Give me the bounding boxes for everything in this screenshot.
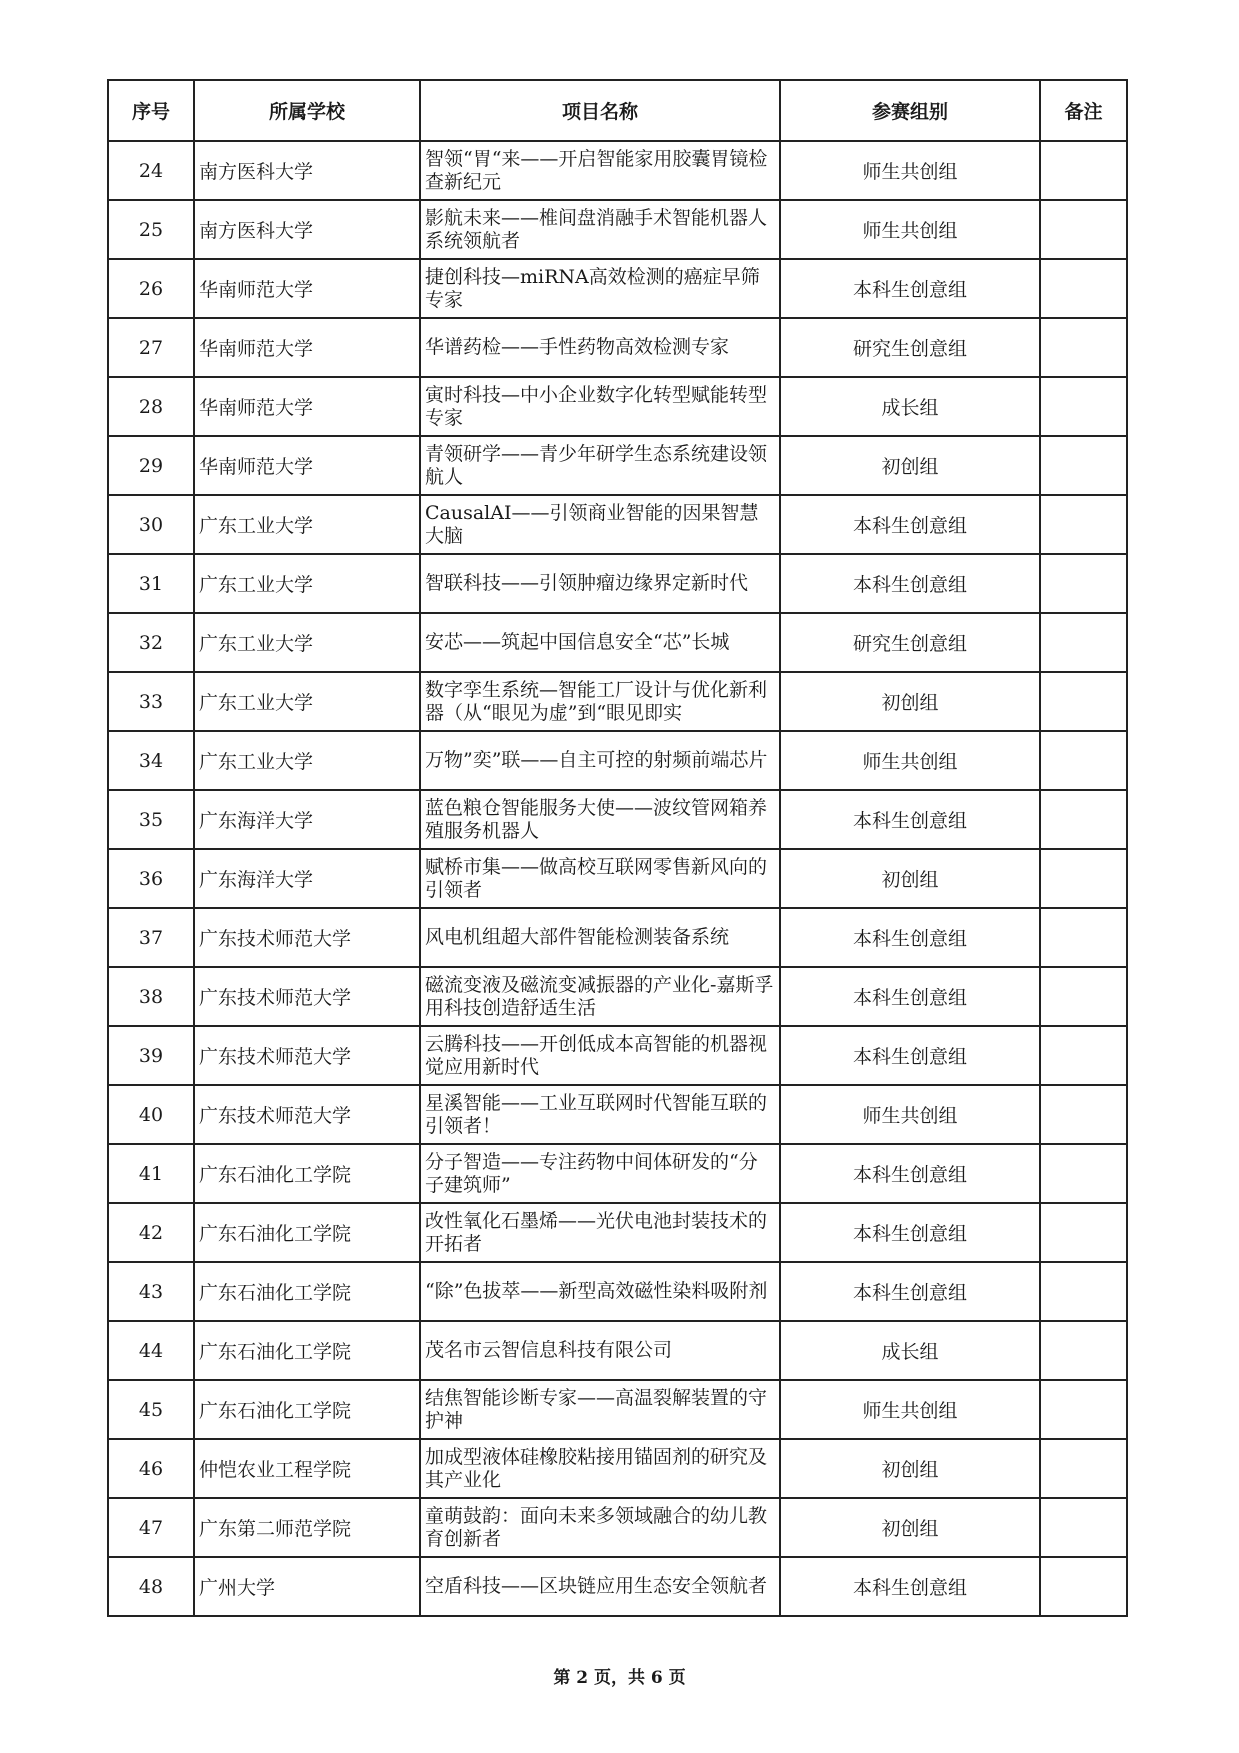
cell-project bbox=[420, 613, 780, 672]
cell-serial: 31 bbox=[108, 554, 194, 613]
cell-school: 广东工业大学 bbox=[194, 731, 420, 790]
cell-group: 本科生创意组 bbox=[780, 1557, 1040, 1616]
cell-serial: 37 bbox=[108, 908, 194, 967]
cell-group: 师生共创组 bbox=[780, 1085, 1040, 1144]
cell-project bbox=[420, 436, 780, 495]
cell-project bbox=[420, 554, 780, 613]
cell-project bbox=[420, 200, 780, 259]
project-name-text: 智联科技——引领肿瘤边缘界定新时代 bbox=[425, 572, 749, 594]
cell-school: 广东技术师范大学 bbox=[194, 908, 420, 967]
table-row bbox=[108, 1498, 1127, 1557]
table-row bbox=[108, 1203, 1127, 1262]
table-row bbox=[108, 1085, 1127, 1144]
cell-school: 华南师范大学 bbox=[194, 436, 420, 495]
cell-school: 广州大学 bbox=[194, 1557, 420, 1616]
header-group: 参赛组别 bbox=[780, 80, 1040, 141]
cell-group: 研究生创意组 bbox=[780, 613, 1040, 672]
project-name-text: 改性氧化石墨烯——光伏电池封装技术的开拓者 bbox=[425, 1209, 768, 1255]
cell-serial: 41 bbox=[108, 1144, 194, 1203]
cell-project bbox=[420, 1262, 780, 1321]
project-name-text: 安芯——筑起中国信息安全“芯”长城 bbox=[425, 631, 730, 653]
header-serial: 序号 bbox=[108, 80, 194, 141]
project-name-text: CausalAI——引领商业智能的因果智慧大脑 bbox=[425, 501, 759, 547]
cell-project bbox=[420, 1144, 780, 1203]
cell-note bbox=[1040, 259, 1127, 318]
cell-serial: 24 bbox=[108, 141, 194, 200]
table-row bbox=[108, 967, 1127, 1026]
project-name-text: 童萌鼓韵：面向未来多领域融合的幼儿教育创新者 bbox=[425, 1504, 768, 1550]
table-row bbox=[108, 141, 1127, 200]
table-row bbox=[108, 1026, 1127, 1085]
cell-serial: 42 bbox=[108, 1203, 194, 1262]
cell-group: 本科生创意组 bbox=[780, 790, 1040, 849]
cell-serial: 40 bbox=[108, 1085, 194, 1144]
cell-group: 初创组 bbox=[780, 1498, 1040, 1557]
cell-school: 仲恺农业工程学院 bbox=[194, 1439, 420, 1498]
cell-note bbox=[1040, 1498, 1127, 1557]
cell-project bbox=[420, 1085, 780, 1144]
project-name-text: 蓝色粮仓智能服务大使——波纹管网箱养殖服务机器人 bbox=[425, 796, 768, 842]
project-name-text: 空盾科技——区块链应用生态安全领航者 bbox=[425, 1575, 768, 1597]
cell-school: 广东工业大学 bbox=[194, 613, 420, 672]
cell-group: 初创组 bbox=[780, 849, 1040, 908]
table-row bbox=[108, 495, 1127, 554]
cell-school: 南方医科大学 bbox=[194, 141, 420, 200]
table-body bbox=[108, 141, 1127, 1616]
table-row bbox=[108, 1439, 1127, 1498]
cell-note bbox=[1040, 1557, 1127, 1616]
cell-project bbox=[420, 259, 780, 318]
cell-group: 初创组 bbox=[780, 436, 1040, 495]
cell-school: 广东石油化工学院 bbox=[194, 1203, 420, 1262]
cell-group: 初创组 bbox=[780, 672, 1040, 731]
table-row bbox=[108, 200, 1127, 259]
project-name-text: 万物”奕”联——自主可控的射频前端芯片 bbox=[425, 749, 768, 771]
table-row bbox=[108, 1557, 1127, 1616]
project-name-text: 青领研学——青少年研学生态系统建设领航人 bbox=[425, 442, 768, 488]
project-name-text: 加成型液体硅橡胶粘接用锚固剂的研究及其产业化 bbox=[425, 1445, 768, 1491]
cell-group: 本科生创意组 bbox=[780, 259, 1040, 318]
page-footer: 第 2 页，共 6 页 bbox=[553, 1668, 686, 1688]
cell-group: 本科生创意组 bbox=[780, 495, 1040, 554]
cell-group: 初创组 bbox=[780, 1439, 1040, 1498]
cell-school: 广东海洋大学 bbox=[194, 849, 420, 908]
cell-group: 师生共创组 bbox=[780, 1380, 1040, 1439]
cell-note bbox=[1040, 1439, 1127, 1498]
cell-group: 师生共创组 bbox=[780, 200, 1040, 259]
cell-school: 华南师范大学 bbox=[194, 377, 420, 436]
project-name-text: 云腾科技——开创低成本高智能的机器视觉应用新时代 bbox=[425, 1032, 768, 1078]
cell-note bbox=[1040, 1085, 1127, 1144]
cell-project bbox=[420, 377, 780, 436]
project-name-text: “除”色拔萃——新型高效磁性染料吸附剂 bbox=[425, 1280, 768, 1302]
cell-serial: 45 bbox=[108, 1380, 194, 1439]
project-list-table bbox=[107, 79, 1128, 1617]
table-row bbox=[108, 436, 1127, 495]
cell-project bbox=[420, 1557, 780, 1616]
cell-note bbox=[1040, 436, 1127, 495]
cell-serial: 36 bbox=[108, 849, 194, 908]
project-name-text: 风电机组超大部件智能检测装备系统 bbox=[425, 926, 730, 948]
cell-project bbox=[420, 1380, 780, 1439]
cell-note bbox=[1040, 1203, 1127, 1262]
cell-serial: 34 bbox=[108, 731, 194, 790]
cell-serial: 28 bbox=[108, 377, 194, 436]
cell-school: 广东石油化工学院 bbox=[194, 1262, 420, 1321]
table-row bbox=[108, 613, 1127, 672]
cell-serial: 48 bbox=[108, 1557, 194, 1616]
table-row bbox=[108, 377, 1127, 436]
cell-project bbox=[420, 1026, 780, 1085]
cell-serial: 38 bbox=[108, 967, 194, 1026]
cell-serial: 32 bbox=[108, 613, 194, 672]
cell-project bbox=[420, 790, 780, 849]
cell-note bbox=[1040, 672, 1127, 731]
cell-group: 研究生创意组 bbox=[780, 318, 1040, 377]
cell-note bbox=[1040, 1380, 1127, 1439]
header-school: 所属学校 bbox=[194, 80, 420, 141]
cell-note bbox=[1040, 554, 1127, 613]
table-row bbox=[108, 259, 1127, 318]
cell-school: 广东石油化工学院 bbox=[194, 1144, 420, 1203]
cell-school: 广东工业大学 bbox=[194, 495, 420, 554]
cell-serial: 43 bbox=[108, 1262, 194, 1321]
cell-serial: 46 bbox=[108, 1439, 194, 1498]
cell-group: 本科生创意组 bbox=[780, 908, 1040, 967]
cell-group: 本科生创意组 bbox=[780, 1203, 1040, 1262]
cell-school: 广东工业大学 bbox=[194, 672, 420, 731]
cell-note bbox=[1040, 849, 1127, 908]
cell-project bbox=[420, 1498, 780, 1557]
cell-project bbox=[420, 1439, 780, 1498]
project-name-text: 结焦智能诊断专家——高温裂解装置的守护神 bbox=[425, 1386, 768, 1432]
cell-school: 广东第二师范学院 bbox=[194, 1498, 420, 1557]
cell-project bbox=[420, 141, 780, 200]
project-name-text: 寅时科技—中小企业数字化转型赋能转型专家 bbox=[425, 383, 768, 429]
cell-serial: 25 bbox=[108, 200, 194, 259]
cell-school: 广东技术师范大学 bbox=[194, 1026, 420, 1085]
project-name-text: 智领“胃“来——开启智能家用胶囊胃镜检查新纪元 bbox=[425, 147, 768, 193]
cell-project bbox=[420, 849, 780, 908]
table-row bbox=[108, 908, 1127, 967]
cell-group: 成长组 bbox=[780, 377, 1040, 436]
cell-school: 华南师范大学 bbox=[194, 318, 420, 377]
cell-note bbox=[1040, 1262, 1127, 1321]
project-name-text: 星溪智能——工业互联网时代智能互联的引领者！ bbox=[425, 1091, 768, 1137]
header-note: 备注 bbox=[1040, 80, 1127, 141]
cell-school: 华南师范大学 bbox=[194, 259, 420, 318]
cell-note bbox=[1040, 1321, 1127, 1380]
cell-note bbox=[1040, 200, 1127, 259]
cell-school: 广东石油化工学院 bbox=[194, 1380, 420, 1439]
cell-group: 本科生创意组 bbox=[780, 1144, 1040, 1203]
cell-note bbox=[1040, 1144, 1127, 1203]
document-table-container bbox=[107, 79, 1126, 1617]
table-row bbox=[108, 1380, 1127, 1439]
cell-group: 师生共创组 bbox=[780, 731, 1040, 790]
table-row bbox=[108, 790, 1127, 849]
project-name-text: 赋桥市集——做高校互联网零售新风向的引领者 bbox=[425, 855, 768, 901]
table-row bbox=[108, 1321, 1127, 1380]
cell-project bbox=[420, 1203, 780, 1262]
cell-note bbox=[1040, 908, 1127, 967]
project-name-text: 华谱药检——手性药物高效检测专家 bbox=[425, 336, 730, 358]
project-name-text: 影航未来——椎间盘消融手术智能机器人系统领航者 bbox=[425, 206, 768, 252]
cell-serial: 27 bbox=[108, 318, 194, 377]
cell-group: 成长组 bbox=[780, 1321, 1040, 1380]
cell-group: 本科生创意组 bbox=[780, 1262, 1040, 1321]
project-name-text: 捷创科技—miRNA高效检测的癌症早筛专家 bbox=[425, 265, 760, 311]
cell-note bbox=[1040, 141, 1127, 200]
project-name-text: 磁流变液及磁流变减振器的产业化-嘉斯孚用科技创造舒适生活 bbox=[425, 973, 774, 1019]
cell-note bbox=[1040, 377, 1127, 436]
cell-project bbox=[420, 731, 780, 790]
cell-note bbox=[1040, 731, 1127, 790]
table-row bbox=[108, 554, 1127, 613]
cell-school: 广东石油化工学院 bbox=[194, 1321, 420, 1380]
cell-group: 本科生创意组 bbox=[780, 967, 1040, 1026]
table-header-row bbox=[108, 80, 1127, 141]
table-row bbox=[108, 1262, 1127, 1321]
cell-school: 广东海洋大学 bbox=[194, 790, 420, 849]
cell-school: 南方医科大学 bbox=[194, 200, 420, 259]
cell-serial: 30 bbox=[108, 495, 194, 554]
cell-serial: 26 bbox=[108, 259, 194, 318]
cell-serial: 39 bbox=[108, 1026, 194, 1085]
project-name-text: 茂名市云智信息科技有限公司 bbox=[425, 1339, 673, 1361]
table-row bbox=[108, 318, 1127, 377]
project-name-text: 分子智造——专注药物中间体研发的“分子建筑师” bbox=[425, 1150, 758, 1196]
table-row bbox=[108, 849, 1127, 908]
header-project: 项目名称 bbox=[420, 80, 780, 141]
cell-note bbox=[1040, 967, 1127, 1026]
cell-school: 广东技术师范大学 bbox=[194, 1085, 420, 1144]
cell-note bbox=[1040, 495, 1127, 554]
cell-school: 广东工业大学 bbox=[194, 554, 420, 613]
cell-note bbox=[1040, 790, 1127, 849]
cell-group: 本科生创意组 bbox=[780, 554, 1040, 613]
cell-project bbox=[420, 495, 780, 554]
cell-note bbox=[1040, 613, 1127, 672]
cell-serial: 29 bbox=[108, 436, 194, 495]
cell-school: 广东技术师范大学 bbox=[194, 967, 420, 1026]
cell-project bbox=[420, 967, 780, 1026]
table-row bbox=[108, 731, 1127, 790]
project-name-text: 数字孪生系统—智能工厂设计与优化新利器（从“眼见为虚”到“眼见即实 bbox=[425, 678, 768, 724]
cell-group: 师生共创组 bbox=[780, 141, 1040, 200]
cell-note bbox=[1040, 318, 1127, 377]
cell-serial: 44 bbox=[108, 1321, 194, 1380]
table-row bbox=[108, 1144, 1127, 1203]
cell-serial: 35 bbox=[108, 790, 194, 849]
cell-group: 本科生创意组 bbox=[780, 1026, 1040, 1085]
cell-project bbox=[420, 908, 780, 967]
table-row bbox=[108, 672, 1127, 731]
cell-project bbox=[420, 672, 780, 731]
cell-serial: 33 bbox=[108, 672, 194, 731]
cell-project bbox=[420, 1321, 780, 1380]
cell-note bbox=[1040, 1026, 1127, 1085]
cell-serial: 47 bbox=[108, 1498, 194, 1557]
cell-project bbox=[420, 318, 780, 377]
